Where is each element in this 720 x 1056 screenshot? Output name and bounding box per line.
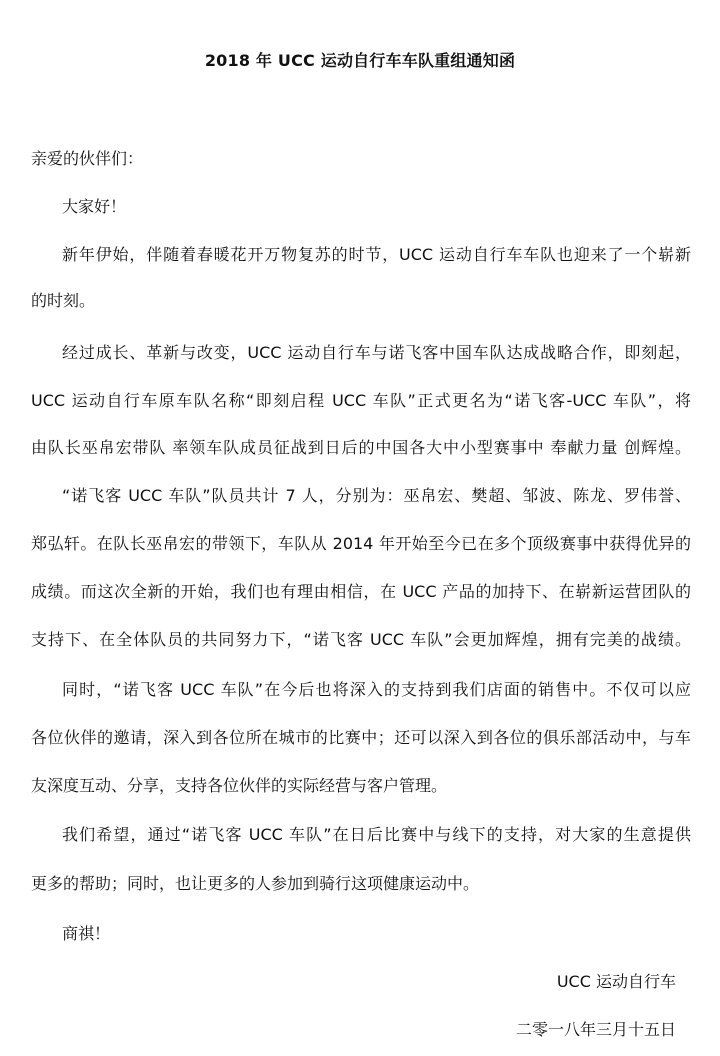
paragraph-line: 更多的帮助；同时，也让更多的人参加到骑行这项健康运动中。 — [31, 874, 480, 893]
paragraph-line: “诺飞客 UCC 车队”队员共计 7 人，分别为：巫帛宏、樊超、邹波、陈龙、罗伟誉、 — [62, 486, 691, 505]
paragraph-line: 我们希望，通过“诺飞客 UCC 车队”在日后比赛中与线下的支持，对大家的生意提供 — [62, 825, 691, 844]
paragraph-line: 成绩。而这次全新的开始，我们也有理由相信，在 UCC 产品的加持下、在崭新运营团队的 — [31, 582, 691, 601]
page-title: 2018 年 UCC 运动自行车车队重组通知函 — [204, 51, 516, 70]
paragraph-line: 经过成长、革新与改变，UCC 运动自行车与诺飞客中国车队达成战略合作，即刻起， — [62, 343, 691, 362]
paragraph-line: 友深度互动、分享，支持各位伙伴的实际经营与客户管理。 — [31, 776, 448, 795]
paragraph-line: UCC 运动自行车原车队名称“即刻启程 UCC 车队”正式更名为“诺飞客-UCC 车队”，将 — [31, 391, 691, 410]
signature-organization: UCC 运动自行车 — [556, 972, 676, 991]
paragraph-line: 支持下、在全体队员的共同努力下，“诺飞客 UCC 车队”会更加辉煌，拥有完美的战绩。 — [31, 630, 691, 649]
paragraph-line: 各位伙伴的邀请，深入到各位所在城市的比赛中；还可以深入到各位的俱乐部活动中，与车 — [31, 728, 691, 747]
paragraph-line: 新年伊始，伴随着春暖花开万物复苏的时节，UCC 运动自行车车队也迎来了一个崭新 — [62, 245, 691, 264]
closing: 商祺！ — [62, 924, 111, 943]
paragraph-line: 同时，“诺飞客 UCC 车队”在今后也将深入的支持到我们店面的销售中。不仅可以应 — [62, 680, 691, 699]
salutation: 大家好！ — [62, 197, 127, 216]
paragraph-line: 的时刻。 — [31, 291, 96, 310]
paragraph-line: 郑弘轩。在队长巫帛宏的带领下，车队从 2014 年开始至今已在多个顶级赛事中获得优异的 — [31, 534, 691, 553]
greeting: 亲爱的伙伴们： — [31, 149, 144, 168]
signature-date: 二零一八年三月十五日 — [515, 1020, 676, 1039]
paragraph-line: 由队长巫帛宏带队 率领车队成员征战到日后的中国各大中小型赛事中 奉献力量 创辉煌。 — [31, 438, 691, 457]
